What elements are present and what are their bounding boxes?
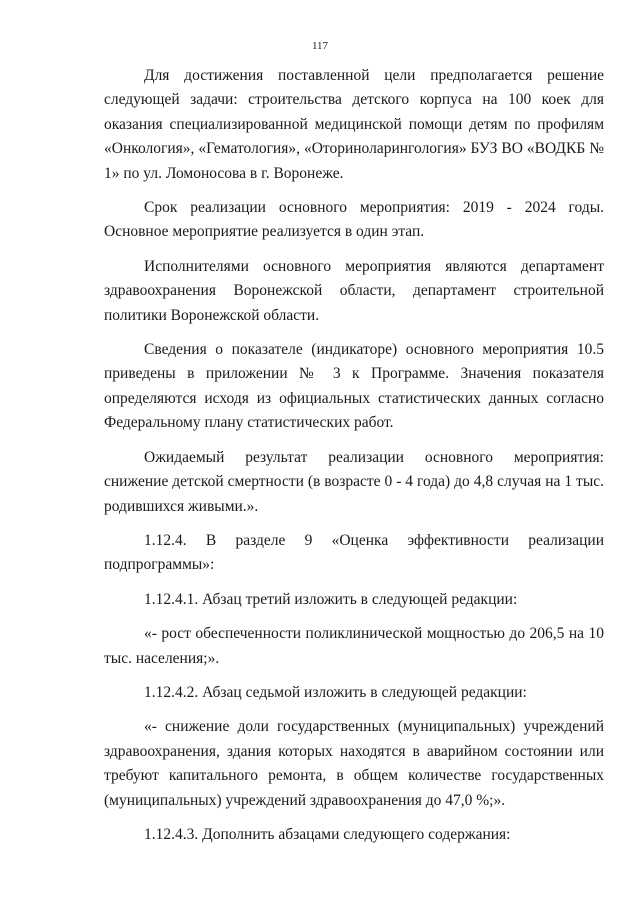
paragraph-executors: Исполнителями основного мероприятия являются департамент здравоохранения Воронежской области, департамент строительной политики Воронежской области. (104, 257, 604, 324)
page-number: 117 (311, 40, 329, 52)
paragraph-goal-task: Для достижения поставленной цели предполагается решение следующей задачи: строительства детского корпуса на 100 коек для оказания специализированной медицинской помощи детям по профилям «Онкология», «Гематология», «Оториноларингология» БУЗ ВО «ВОДКБ № 1» по ул. Ломоносова в г. Воронеже. (104, 67, 604, 182)
paragraph-1-12-4-2: 1.12.4.2. Абзац седьмой изложить в следующей редакции: (144, 683, 527, 701)
paragraph-quote-clinic-capacity: «- рост обеспеченности поликлинической мощностью до 206,5 на 10 тыс. населения;». (104, 625, 604, 667)
paragraph-1-12-4-1: 1.12.4.1. Абзац третий изложить в следующей редакции: (144, 590, 518, 608)
paragraph-1-12-4-3: 1.12.4.3. Дополнить абзацами следующего содержания: (144, 825, 511, 843)
paragraph-quote-institutions: «- снижение доли государственных (муниципальных) учреждений здравоохранения, здания которых находятся в аварийном состоянии или требуют капитального ремонта, в общем количестве государственных (муниципальных) учреждений здравоохранения до 47,0 %;». (104, 718, 604, 809)
paragraph-section-1-12-4: 1.12.4. В разделе 9 «Оценка эффективности реализации подпрограммы»: (104, 531, 604, 574)
paragraph-expected-result: Ожидаемый результат реализации основного мероприятия: снижение детской смертности (в возрасте 0 - 4 года) до 4,8 случая на 1 тыс. родившихся живыми.». (104, 448, 604, 515)
paragraph-term: Срок реализации основного мероприятия: 2019 - 2024 годы. Основное мероприятие реализуется в один этап. (104, 199, 604, 241)
document-body (104, 64, 604, 857)
paragraph-indicator: Сведения о показателе (индикаторе) основного мероприятия 10.5 приведены в приложении № 3 к Программе. Значения показателя определяются исходя из официальных статистических данных согласно Федеральному плану статистических работ. (104, 341, 604, 432)
